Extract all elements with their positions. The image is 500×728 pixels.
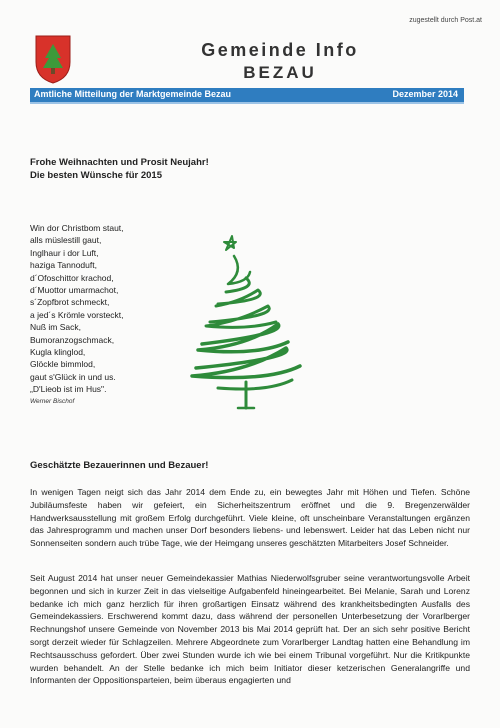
poem-line: „D'Lieob ist im Hus". xyxy=(30,384,107,395)
poem-line: Inglhaur i dor Luft, xyxy=(30,247,99,258)
poem-line: alls müslestill gaut, xyxy=(30,235,102,246)
poem-line: haziga Tannoduft, xyxy=(30,260,97,271)
paragraph: Seit August 2014 hat unser neuer Gemeindekassier Mathias Niederwolfsgruber seine verantwortungsvolle Arbeit begonnen und sich in kurzer Zeit in das vielseitige Aufgabenfeld hineingearbeitet. Bei Melanie, Sarah und Lorenz bedanke ich mich ganz herzlich für ihren großartigen Einsatz während des krankheitsbedingten Ausfalls des Gemeindekassiers. Erschwerend kommt dazu, dass während der personellen Unterbesetzung der Vorarlberger Rechnungshof unsere Gemeinde von November 2013 bis Mai 2014 geprüft hat. Der an sich sehr positive Bericht sorgt derzeit wieder für Schlagzeilen. Mehrere Abgeordnete zum Vorarlberger Landtag hatten eine Behandlung im Rechtsausschuss gefordert. Über zwei Stunden wurde ich wie bei einem Tribunal vorgeführt. Nur die Kritikpunkte wurden behandelt. An der Stelle bedanke ich mich beim Initiator dieser ketzerischen Generalangriffe und Informanten der Oppositionsparteien, beim überaus engagierten und xyxy=(30,573,470,686)
bar-subtitle: Amtliche Mitteilung der Marktgemeinde Bezau xyxy=(34,89,232,99)
christmas-tree-icon xyxy=(188,232,308,412)
poem-line: Glöckle bimmlod, xyxy=(30,359,96,370)
poem-line: d´Ofoschittor krachod, xyxy=(30,272,114,283)
poem-line: Nuß im Sack, xyxy=(30,322,82,333)
poem-line: d´Muottor umarmachot, xyxy=(30,285,119,296)
greeting-line2: Die besten Wünsche für 2015 xyxy=(30,170,162,181)
newsletter-title: Gemeinde Info xyxy=(201,40,359,60)
poem-author: Werner Bischof xyxy=(30,398,75,405)
delivery-note: zugestellt durch Post.at xyxy=(409,17,482,24)
greeting xyxy=(30,156,209,182)
poem-line: Kugla klinglod, xyxy=(30,347,86,358)
section-heading: Geschätzte Bezauerinnen und Bezauer! xyxy=(30,460,209,471)
poem-line: Bumoranzogschmack, xyxy=(30,334,115,345)
issue-date: Dezember 2014 xyxy=(392,89,458,99)
poem-line: a jed´s Krömle vorsteckt, xyxy=(30,309,124,320)
municipality-name: BEZAU xyxy=(243,63,317,82)
greeting-line1: Frohe Weihnachten und Prosit Neujahr! xyxy=(30,157,209,168)
header-bar xyxy=(30,88,464,104)
poem-line: s´Zopfbrot schmeckt, xyxy=(30,297,110,308)
poem-line: Win dor Christbom staut, xyxy=(30,223,124,233)
poem-line: gaut s'Glück in und us. xyxy=(30,371,116,382)
poem xyxy=(30,222,124,396)
paragraph: In wenigen Tagen neigt sich das Jahr 2014 dem Ende zu, ein bewegtes Jahr mit Höhen und Tiefen. Schöne Jubiläumsfeste haben wir gefeiert, ein Sicherheitszentrum eröffnet und die 9. Bregenzerwälder Handwerksausstellung mit großem Erfolg durchgeführt. Viele kleine, oft unscheinbare Veranstaltungen ergänzen das Jahresprogramm und machen unser Dorf besonders liebens- und lebenswert. Leider hat das Leben nicht nur Sonnenseiten sondern auch trübe Tage, wie der Heimgang unseres geschätzten Mitarbeiters Josef Schneider. xyxy=(30,487,470,549)
